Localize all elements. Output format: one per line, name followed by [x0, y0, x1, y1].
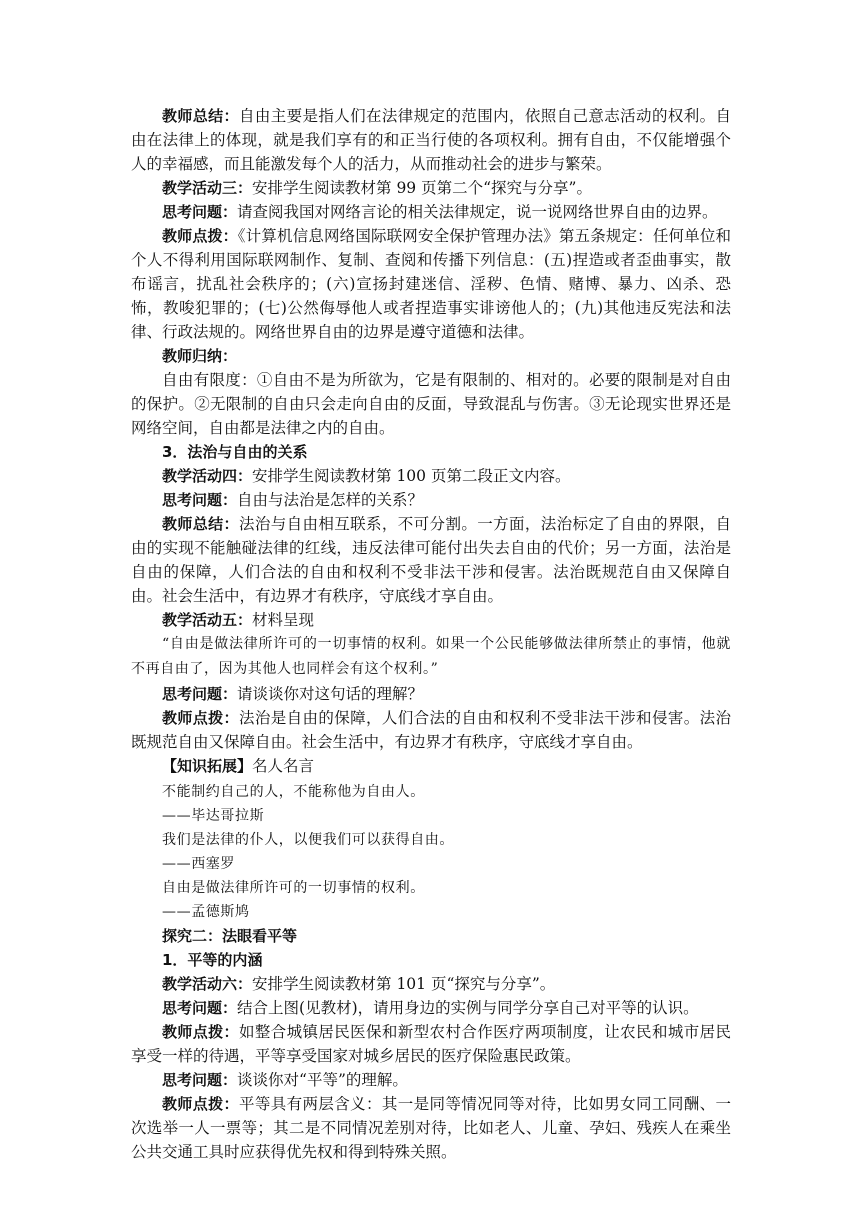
paragraph: 教学活动五：材料呈现 [162, 611, 315, 629]
paragraph: 教师点拨：平等具有两层含义：其一是同等情况同等对待，比如男女同工同酬、一次选举一人一票等；其二是不同情况差别对待，比如老人、儿童、孕妇、残疾人在乘坐公共交通工具时应获得优先权和得到特殊关照。 [131, 1095, 731, 1161]
paragraph: 思考问题：结合上图(见教材)，请用身边的实例与同学分享自己对平等的认识。 [162, 999, 699, 1017]
paragraph: 教师点拨：《计算机信息网络国际联网安全保护管理办法》第五条规定：任何单位和个人不得利用国际联网制作、复制、查阅和传播下列信息：(五)捏造或者歪曲事实，散布谣言，扰乱社会秩序的；(六)宣扬封建迷信、淫秽、色情、赌博、暴力、凶杀、恐怖，教唆犯罪的；(七)公然侮辱他人或者捏造事实诽谤他人的；(九)其他违反宪法和法律、行政法规的。网络世界自由的边界是遵守道德和法律。 [131, 227, 731, 341]
paragraph: 教师点拨：法治是自由的保障，人们合法的自由和权利不受非法干涉和侵害。法治既规范自由又保障自由。社会生活中，有边界才有秩序，守底线才享自由。 [131, 709, 731, 751]
quote-author: ——孟德斯鸠 [162, 904, 250, 920]
paragraph: 教学活动四：安排学生阅读教材第 100 页第二段正文内容。 [162, 467, 571, 485]
paragraph: 思考问题：自由与法治是怎样的关系？ [162, 491, 424, 509]
paragraph: 思考问题：请查阅我国对网络言论的相关法律规定，说一说网络世界自由的边界。 [162, 203, 718, 221]
knowledge-extension: 【知识拓展】名人名言 [162, 757, 315, 775]
quote-text: 自由是做法律所许可的一切事情的权利。 [162, 880, 425, 896]
section-subtitle: 1．平等的内涵 [162, 951, 263, 969]
paragraph: 教学活动三：安排学生阅读教材第 99 页第二个“探究与分享”。 [162, 179, 592, 197]
paragraph: 自由有限度：①自由不是为所欲为，它是有限制的、相对的。必要的限制是对自由的保护。②无限制的自由只会走向自由的反面，导致混乱与伤害。③无论现实世界还是网络空间，自由都是法律之内的自由。 [131, 371, 731, 437]
quote-author: ——毕达哥拉斯 [162, 808, 265, 824]
quote-author: ——西塞罗 [162, 856, 235, 872]
paragraph: 思考问题：请谈谈你对这句话的理解？ [162, 685, 424, 703]
paragraph: 教师总结：自由主要是指人们在法律规定的范围内，依照自己意志活动的权利。自由在法律上的体现，就是我们享有的和正当行使的各项权利。拥有自由，不仅能增强个人的幸福感，而且能激发每个人的活力，从而推动社会的进步与繁荣。 [131, 107, 731, 173]
paragraph: 教师点拨：如整合城镇居民医保和新型农村合作医疗两项制度，让农民和城市居民享受一样的待遇，平等享受国家对城乡居民的医疗保险惠民政策。 [131, 1023, 731, 1065]
quotes-list [131, 780, 731, 924]
material-quote: “自由是做法律所许可的一切事情的权利。如果一个公民能够做法律所禁止的事情，他就不再自由了，因为其他人也同样会有这个权利。” [131, 636, 731, 677]
quote-text: 不能制约自己的人，不能称他为自由人。 [162, 784, 425, 800]
paragraph: 思考问题：谈谈你对“平等”的理解。 [162, 1071, 408, 1089]
paragraph: 教师总结：法治与自由相互联系，不可分割。一方面，法治标定了自由的界限，自由的实现不能触碰法律的红线，违反法律可能付出失去自由的代价；另一方面，法治是自由的保障，人们合法的自由和权利不受非法干涉和侵害。法治既规范自由又保障自由。社会生活中，有边界才有秩序，守底线才享自由。 [131, 515, 731, 605]
section-title: 探究二：法眼看平等 [162, 927, 298, 945]
paragraph: 教师归纳： [162, 347, 238, 365]
quote-text: 我们是法律的仆人，以便我们可以获得自由。 [162, 832, 454, 848]
paragraph: 教学活动六：安排学生阅读教材第 101 页“探究与分享”。 [162, 975, 556, 993]
section-heading: 3．法治与自由的关系 [162, 443, 308, 461]
document-body [131, 104, 731, 1164]
